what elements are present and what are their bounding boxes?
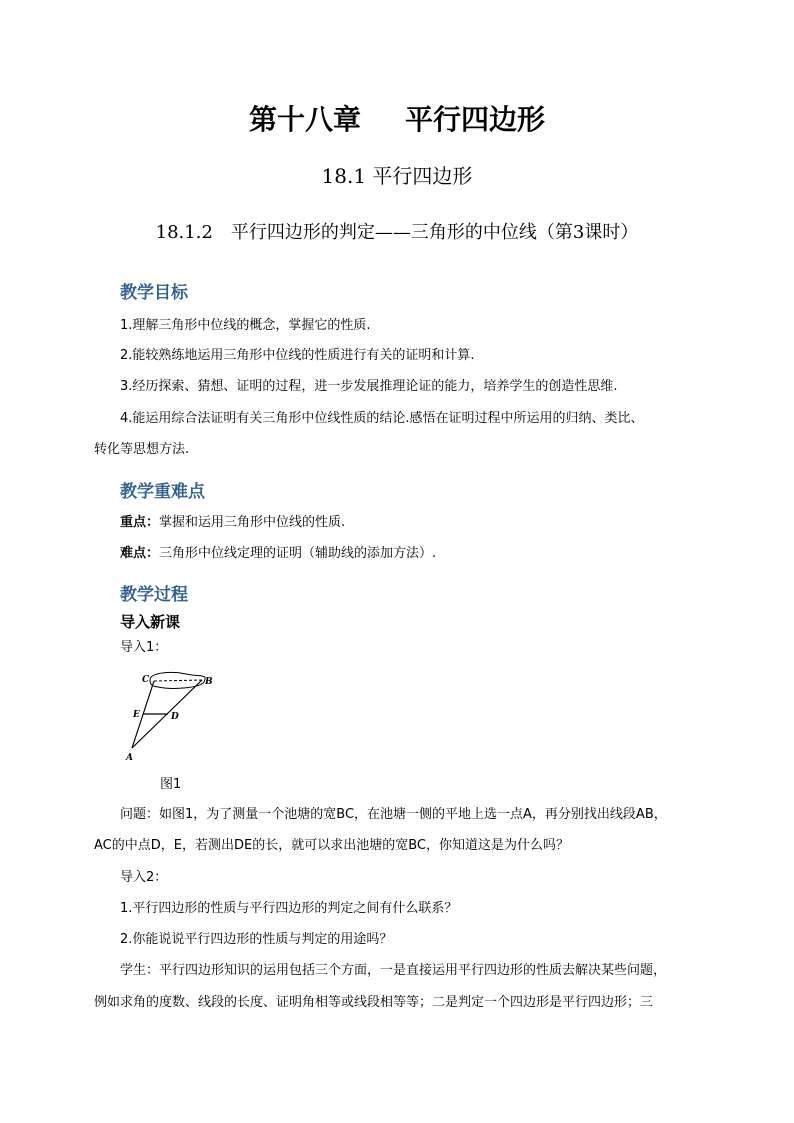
label-d: D bbox=[171, 712, 179, 722]
chapter-label: 第十八章 bbox=[248, 103, 361, 136]
chapter-name: 平行四边形 bbox=[405, 103, 546, 136]
intro2-question: 2.你能说说平行四边形的性质与判定的用途吗？ bbox=[120, 932, 393, 947]
label-a: A bbox=[126, 753, 133, 763]
difficulty-text: 三角形中位线定理的证明（辅助线的添加方法）. bbox=[159, 546, 437, 561]
chapter-title bbox=[0, 98, 794, 138]
process-heading: 教学过程 bbox=[120, 585, 188, 605]
intro-heading: 导入新课 bbox=[120, 613, 181, 631]
label-b: B bbox=[205, 677, 213, 687]
objective-item: 3.经历探索、猜想、证明的过程，进一步发展推理论证的能力，培养学生的创造性思维. bbox=[120, 379, 618, 394]
difficulty-label: 难点： bbox=[120, 546, 160, 561]
student-answer: 学生：平行四边形知识的运用包括三个方面，一是直接运用平行四边形的性质去解决某些问题， bbox=[120, 963, 667, 978]
intro2-question: 1.平行四边形的性质与平行四边形的判定之间有什么联系？ bbox=[120, 901, 458, 916]
difficulty-point bbox=[120, 544, 436, 564]
key-points-heading: 教学重难点 bbox=[120, 482, 205, 502]
label-c: C bbox=[142, 675, 150, 685]
student-answer-continued: 例如求角的度数、线段的长度、证明角相等或线段相等等；二是判定一个四边形是平行四边形；三 bbox=[94, 995, 654, 1010]
objective-item-continued: 转化等思想方法. bbox=[94, 442, 190, 457]
section-title: 18.1 平行四边形 bbox=[321, 164, 473, 188]
question-text-continued: AC的中点D，E，若测出DE的长，就可以求出池塘的宽BC，你知道这是为什么吗？ bbox=[94, 838, 569, 853]
intro2-label: 导入2： bbox=[120, 870, 168, 885]
segment-bc bbox=[154, 680, 202, 681]
figure-caption: 图1 bbox=[160, 777, 182, 792]
intro1-label: 导入1： bbox=[120, 640, 168, 655]
label-e: E bbox=[133, 710, 140, 720]
focus-label: 重点： bbox=[120, 515, 160, 530]
objective-item: 4.能运用综合法证明有关三角形中位线性质的结论.感悟在证明过程中所运用的归纳、类比、 bbox=[120, 411, 644, 426]
pond-triangle-figure bbox=[118, 668, 228, 768]
lesson-title: 18.1.2 平行四边形的判定——三角形的中位线（第3课时） bbox=[155, 222, 639, 243]
objective-item: 1.理解三角形中位线的概念，掌握它的性质. bbox=[120, 318, 371, 333]
question-text: 问题：如图1，为了测量一个池塘的宽BC，在池塘一侧的平地上选一点A，再分别找出线段AB， bbox=[120, 807, 667, 822]
objectives-heading: 教学目标 bbox=[120, 283, 188, 303]
focus-text: 掌握和运用三角形中位线的性质. bbox=[159, 515, 346, 530]
objective-item: 2.能较熟练地运用三角形中位线的性质进行有关的证明和计算. bbox=[120, 348, 475, 363]
focus-point bbox=[120, 513, 345, 533]
